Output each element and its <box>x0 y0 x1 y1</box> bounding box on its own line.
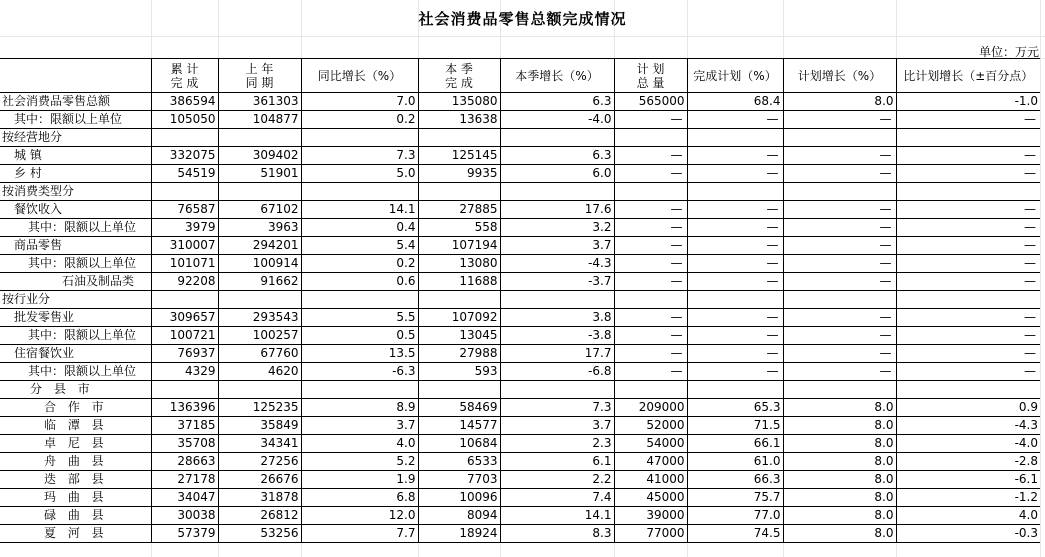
table-cell: 8.9 <box>301 399 418 417</box>
table-cell: — <box>783 327 896 345</box>
table-cell: 35849 <box>218 417 301 435</box>
table-cell: 8.0 <box>783 399 896 417</box>
table-cell: 54519 <box>151 165 218 183</box>
table-cell: — <box>614 309 687 327</box>
table-row <box>0 399 1040 417</box>
table-row <box>0 381 1040 399</box>
table-cell: — <box>614 201 687 219</box>
table-cell: 14.1 <box>500 507 614 525</box>
table-cell: 2.3 <box>500 435 614 453</box>
table-cell: — <box>783 255 896 273</box>
table-cell: 34341 <box>218 435 301 453</box>
table-cell: 7.4 <box>500 489 614 507</box>
table-row <box>0 183 1040 201</box>
table-cell: 27988 <box>418 345 500 363</box>
table-cell: -3.8 <box>500 327 614 345</box>
table-cell: 7.0 <box>301 93 418 111</box>
table-cell: 17.6 <box>500 201 614 219</box>
table-cell: — <box>783 345 896 363</box>
table-cell: — <box>614 111 687 129</box>
table-cell <box>218 291 301 309</box>
table-row <box>0 309 1040 327</box>
table-cell <box>783 129 896 147</box>
table-cell: 67102 <box>218 201 301 219</box>
table-cell: 386594 <box>151 93 218 111</box>
page-title: 社会消费品零售总额完成情况 <box>418 10 627 28</box>
table-cell <box>418 129 500 147</box>
table-cell: — <box>896 147 1040 165</box>
table-cell: 558 <box>418 219 500 237</box>
table-cell: 100914 <box>218 255 301 273</box>
table-cell: — <box>896 363 1040 381</box>
table-cell: — <box>896 201 1040 219</box>
table-cell: 51901 <box>218 165 301 183</box>
table-cell: -1.0 <box>896 93 1040 111</box>
table-cell <box>218 183 301 201</box>
table-cell: 13.5 <box>301 345 418 363</box>
table-cell: — <box>783 273 896 291</box>
retail-sales-table <box>0 58 1040 543</box>
table-cell: 76587 <box>151 201 218 219</box>
table-cell: — <box>783 165 896 183</box>
table-cell: 209000 <box>614 399 687 417</box>
table-cell: 4329 <box>151 363 218 381</box>
table-cell: 5.2 <box>301 453 418 471</box>
table-cell: 593 <box>418 363 500 381</box>
table-cell: 4.0 <box>896 507 1040 525</box>
table-cell: -4.0 <box>896 435 1040 453</box>
table-cell: 3.8 <box>500 309 614 327</box>
table-cell: — <box>783 147 896 165</box>
table-cell: 0.4 <box>301 219 418 237</box>
table-cell: 8094 <box>418 507 500 525</box>
table-cell: 8.0 <box>783 453 896 471</box>
table-cell <box>896 183 1040 201</box>
table-cell: 5.5 <box>301 309 418 327</box>
column-header <box>0 59 151 93</box>
table-cell: — <box>614 147 687 165</box>
table-cell: 8.3 <box>500 525 614 543</box>
table-cell: 74.5 <box>687 525 783 543</box>
table-cell <box>301 129 418 147</box>
table-row <box>0 165 1040 183</box>
table-cell <box>687 183 783 201</box>
table-cell: 100257 <box>218 327 301 345</box>
table-cell: 54000 <box>614 435 687 453</box>
table-cell <box>614 381 687 399</box>
table-cell: 52000 <box>614 417 687 435</box>
table-cell: — <box>783 219 896 237</box>
table-cell: 135080 <box>418 93 500 111</box>
table-cell: 3963 <box>218 219 301 237</box>
table-cell <box>500 381 614 399</box>
row-label: 社会消费品零售总额 <box>0 93 151 111</box>
table-cell: 10684 <box>418 435 500 453</box>
table-cell: 13080 <box>418 255 500 273</box>
table-cell: 6.1 <box>500 453 614 471</box>
table-cell: 105050 <box>151 111 218 129</box>
table-cell: 8.0 <box>783 417 896 435</box>
table-cell: 1.9 <box>301 471 418 489</box>
table-cell: 6.3 <box>500 147 614 165</box>
table-cell: 107194 <box>418 237 500 255</box>
column-header: 计 划 总 量 <box>614 59 687 93</box>
row-label: 夏 河 县 <box>0 525 151 543</box>
table-cell: 53256 <box>218 525 301 543</box>
table-cell: — <box>896 165 1040 183</box>
table-cell: — <box>614 327 687 345</box>
table-row <box>0 525 1040 543</box>
table-cell: — <box>687 219 783 237</box>
table-cell: — <box>614 363 687 381</box>
table-cell: — <box>783 363 896 381</box>
row-label: 按消费类型分 <box>0 183 151 201</box>
row-label: 舟 曲 县 <box>0 453 151 471</box>
table-cell: 104877 <box>218 111 301 129</box>
table-cell: 8.0 <box>783 93 896 111</box>
table-cell: 77.0 <box>687 507 783 525</box>
table-cell: 28663 <box>151 453 218 471</box>
table-cell: 7703 <box>418 471 500 489</box>
row-label: 石油及制品类 <box>0 273 151 291</box>
table-cell <box>151 291 218 309</box>
table-cell: 3.7 <box>500 237 614 255</box>
table-cell <box>783 291 896 309</box>
table-cell: 0.2 <box>301 111 418 129</box>
table-cell: 125235 <box>218 399 301 417</box>
table-cell: 3.7 <box>301 417 418 435</box>
table-cell: — <box>687 255 783 273</box>
table-cell: 6.3 <box>500 93 614 111</box>
table-cell <box>500 183 614 201</box>
table-cell: 27178 <box>151 471 218 489</box>
table-cell: 8.0 <box>783 525 896 543</box>
table-cell: 14.1 <box>301 201 418 219</box>
table-cell: 100721 <box>151 327 218 345</box>
table-cell: 75.7 <box>687 489 783 507</box>
table-cell: — <box>687 363 783 381</box>
table-cell: 0.9 <box>896 399 1040 417</box>
table-cell: 136396 <box>151 399 218 417</box>
table-cell: 5.4 <box>301 237 418 255</box>
table-cell: 34047 <box>151 489 218 507</box>
row-label: 其中：限额以上单位 <box>0 255 151 273</box>
table-cell: 41000 <box>614 471 687 489</box>
table-row <box>0 507 1040 525</box>
table-cell: 45000 <box>614 489 687 507</box>
table-cell: -0.3 <box>896 525 1040 543</box>
grid-column-line <box>1040 0 1041 557</box>
table-row <box>0 345 1040 363</box>
table-cell: — <box>614 255 687 273</box>
row-label: 商品零售 <box>0 237 151 255</box>
row-label: 住宿餐饮业 <box>0 345 151 363</box>
table-cell: 293543 <box>218 309 301 327</box>
table-cell <box>783 381 896 399</box>
table-cell: 9935 <box>418 165 500 183</box>
table-row <box>0 435 1040 453</box>
row-label: 城 镇 <box>0 147 151 165</box>
row-label: 其中：限额以上单位 <box>0 363 151 381</box>
table-cell <box>301 183 418 201</box>
table-cell: 57379 <box>151 525 218 543</box>
table-cell: 3979 <box>151 219 218 237</box>
row-label: 合 作 市 <box>0 399 151 417</box>
table-cell: — <box>896 219 1040 237</box>
table-cell: 61.0 <box>687 453 783 471</box>
table-cell: — <box>896 111 1040 129</box>
table-cell <box>151 183 218 201</box>
table-cell: 2.2 <box>500 471 614 489</box>
table-cell: 92208 <box>151 273 218 291</box>
table-cell: 565000 <box>614 93 687 111</box>
table-row <box>0 327 1040 345</box>
table-cell: 68.4 <box>687 93 783 111</box>
table-cell: -4.0 <box>500 111 614 129</box>
table-cell: — <box>614 237 687 255</box>
table-cell: — <box>614 345 687 363</box>
table-row <box>0 147 1040 165</box>
table-cell: 27256 <box>218 453 301 471</box>
table-cell: 14577 <box>418 417 500 435</box>
table-row <box>0 255 1040 273</box>
table-row <box>0 291 1040 309</box>
table-cell: -1.2 <box>896 489 1040 507</box>
table-row <box>0 129 1040 147</box>
table-cell: -4.3 <box>500 255 614 273</box>
table-cell: 7.3 <box>301 147 418 165</box>
table-cell: 8.0 <box>783 489 896 507</box>
row-label: 分 县 市 <box>0 381 151 399</box>
table-row <box>0 471 1040 489</box>
table-cell: — <box>687 327 783 345</box>
table-cell: — <box>687 309 783 327</box>
table-cell: 0.6 <box>301 273 418 291</box>
table-cell: 0.2 <box>301 255 418 273</box>
table-cell: 107092 <box>418 309 500 327</box>
table-cell <box>301 291 418 309</box>
table-cell: — <box>896 309 1040 327</box>
table-cell <box>896 381 1040 399</box>
table-cell: 66.3 <box>687 471 783 489</box>
table-cell: — <box>896 237 1040 255</box>
table-cell: — <box>687 201 783 219</box>
table-cell: — <box>896 327 1040 345</box>
row-label: 餐饮收入 <box>0 201 151 219</box>
table-cell <box>896 129 1040 147</box>
table-cell: -6.8 <box>500 363 614 381</box>
table-cell: 39000 <box>614 507 687 525</box>
table-cell: 31878 <box>218 489 301 507</box>
table-cell: 7.3 <box>500 399 614 417</box>
row-label: 玛 曲 县 <box>0 489 151 507</box>
table-row <box>0 111 1040 129</box>
table-cell: -6.3 <box>301 363 418 381</box>
table-cell: — <box>783 309 896 327</box>
table-cell <box>418 291 500 309</box>
table-cell: 65.3 <box>687 399 783 417</box>
row-label: 乡 村 <box>0 165 151 183</box>
unit-label: 单位：万元 <box>978 45 1039 59</box>
table-cell: 8.0 <box>783 471 896 489</box>
table-cell: -3.7 <box>500 273 614 291</box>
column-header: 累 计 完 成 <box>151 59 218 93</box>
table-cell: 13638 <box>418 111 500 129</box>
table-cell: 66.1 <box>687 435 783 453</box>
header-row <box>0 59 1040 93</box>
column-header: 本 季 完 成 <box>418 59 500 93</box>
table-cell: — <box>687 273 783 291</box>
table-cell: — <box>614 165 687 183</box>
table-cell: 76937 <box>151 345 218 363</box>
table-cell: 6533 <box>418 453 500 471</box>
table-cell: 91662 <box>218 273 301 291</box>
table-cell: 77000 <box>614 525 687 543</box>
table-row <box>0 201 1040 219</box>
table-cell: 3.7 <box>500 417 614 435</box>
table-cell: — <box>783 111 896 129</box>
table-cell: 8.0 <box>783 507 896 525</box>
row-label: 碌 曲 县 <box>0 507 151 525</box>
table-cell: 4.0 <box>301 435 418 453</box>
table-cell: 47000 <box>614 453 687 471</box>
row-label: 其中：限额以上单位 <box>0 111 151 129</box>
table-cell: 71.5 <box>687 417 783 435</box>
table-cell: — <box>896 255 1040 273</box>
table-cell: — <box>783 201 896 219</box>
table-cell: 4620 <box>218 363 301 381</box>
table-cell: 125145 <box>418 147 500 165</box>
table-cell: 13045 <box>418 327 500 345</box>
row-label: 按行业分 <box>0 291 151 309</box>
table-cell <box>151 381 218 399</box>
table-cell: — <box>896 273 1040 291</box>
table-cell: 26812 <box>218 507 301 525</box>
row-label: 批发零售业 <box>0 309 151 327</box>
table-cell: 309657 <box>151 309 218 327</box>
table-cell: 8.0 <box>783 435 896 453</box>
table-cell: -4.3 <box>896 417 1040 435</box>
table-cell <box>301 381 418 399</box>
table-cell: 10096 <box>418 489 500 507</box>
table-cell: — <box>687 111 783 129</box>
table-cell <box>896 291 1040 309</box>
table-cell: — <box>687 345 783 363</box>
table-cell: 58469 <box>418 399 500 417</box>
table-cell: 0.5 <box>301 327 418 345</box>
table-cell: 30038 <box>151 507 218 525</box>
row-label: 卓 尼 县 <box>0 435 151 453</box>
table-cell: 12.0 <box>301 507 418 525</box>
table-cell: 294201 <box>218 237 301 255</box>
table-cell: — <box>687 147 783 165</box>
row-label: 迭 部 县 <box>0 471 151 489</box>
table-cell: — <box>614 273 687 291</box>
table-cell: -2.8 <box>896 453 1040 471</box>
table-cell <box>218 129 301 147</box>
table-row <box>0 489 1040 507</box>
table-cell: — <box>896 345 1040 363</box>
table-row <box>0 93 1040 111</box>
table-cell: 101071 <box>151 255 218 273</box>
column-header: 上 年 同 期 <box>218 59 301 93</box>
table-cell: — <box>687 165 783 183</box>
table-cell: 309402 <box>218 147 301 165</box>
table-cell <box>614 183 687 201</box>
table-cell <box>687 381 783 399</box>
table-cell: 361303 <box>218 93 301 111</box>
table-cell: 26676 <box>218 471 301 489</box>
table-cell: 3.2 <box>500 219 614 237</box>
table-row <box>0 219 1040 237</box>
table-cell <box>500 291 614 309</box>
table-cell <box>151 129 218 147</box>
table-cell: 17.7 <box>500 345 614 363</box>
column-header: 本季增长（%） <box>500 59 614 93</box>
row-label: 其中：限额以上单位 <box>0 219 151 237</box>
table-cell: 37185 <box>151 417 218 435</box>
grid-row-line <box>0 36 1045 37</box>
table-cell <box>418 183 500 201</box>
table-cell: — <box>687 237 783 255</box>
table-cell: 18924 <box>418 525 500 543</box>
table-cell: 11688 <box>418 273 500 291</box>
table-row <box>0 273 1040 291</box>
table-cell <box>687 291 783 309</box>
row-label: 其中：限额以上单位 <box>0 327 151 345</box>
row-label: 临 潭 县 <box>0 417 151 435</box>
table-cell: — <box>614 219 687 237</box>
table-cell <box>614 291 687 309</box>
table-row <box>0 237 1040 255</box>
table-cell <box>614 129 687 147</box>
table-row <box>0 453 1040 471</box>
table-cell: 332075 <box>151 147 218 165</box>
table-cell: 6.8 <box>301 489 418 507</box>
row-label: 按经营地分 <box>0 129 151 147</box>
table-cell <box>218 381 301 399</box>
column-header: 比计划增长（±百分点） <box>896 59 1040 93</box>
table-cell: 5.0 <box>301 165 418 183</box>
table-cell: 35708 <box>151 435 218 453</box>
table-cell <box>783 183 896 201</box>
table-cell: — <box>783 237 896 255</box>
table-cell <box>418 381 500 399</box>
table-cell: 67760 <box>218 345 301 363</box>
column-header: 计划增长（%） <box>783 59 896 93</box>
column-header: 同比增长（%） <box>301 59 418 93</box>
table-cell: 310007 <box>151 237 218 255</box>
table-cell: 27885 <box>418 201 500 219</box>
table-row <box>0 417 1040 435</box>
table-cell: 6.0 <box>500 165 614 183</box>
column-header: 完成计划（%） <box>687 59 783 93</box>
table-cell: -6.1 <box>896 471 1040 489</box>
table-cell <box>500 129 614 147</box>
table-row <box>0 363 1040 381</box>
table-cell <box>687 129 783 147</box>
table-cell: 7.7 <box>301 525 418 543</box>
